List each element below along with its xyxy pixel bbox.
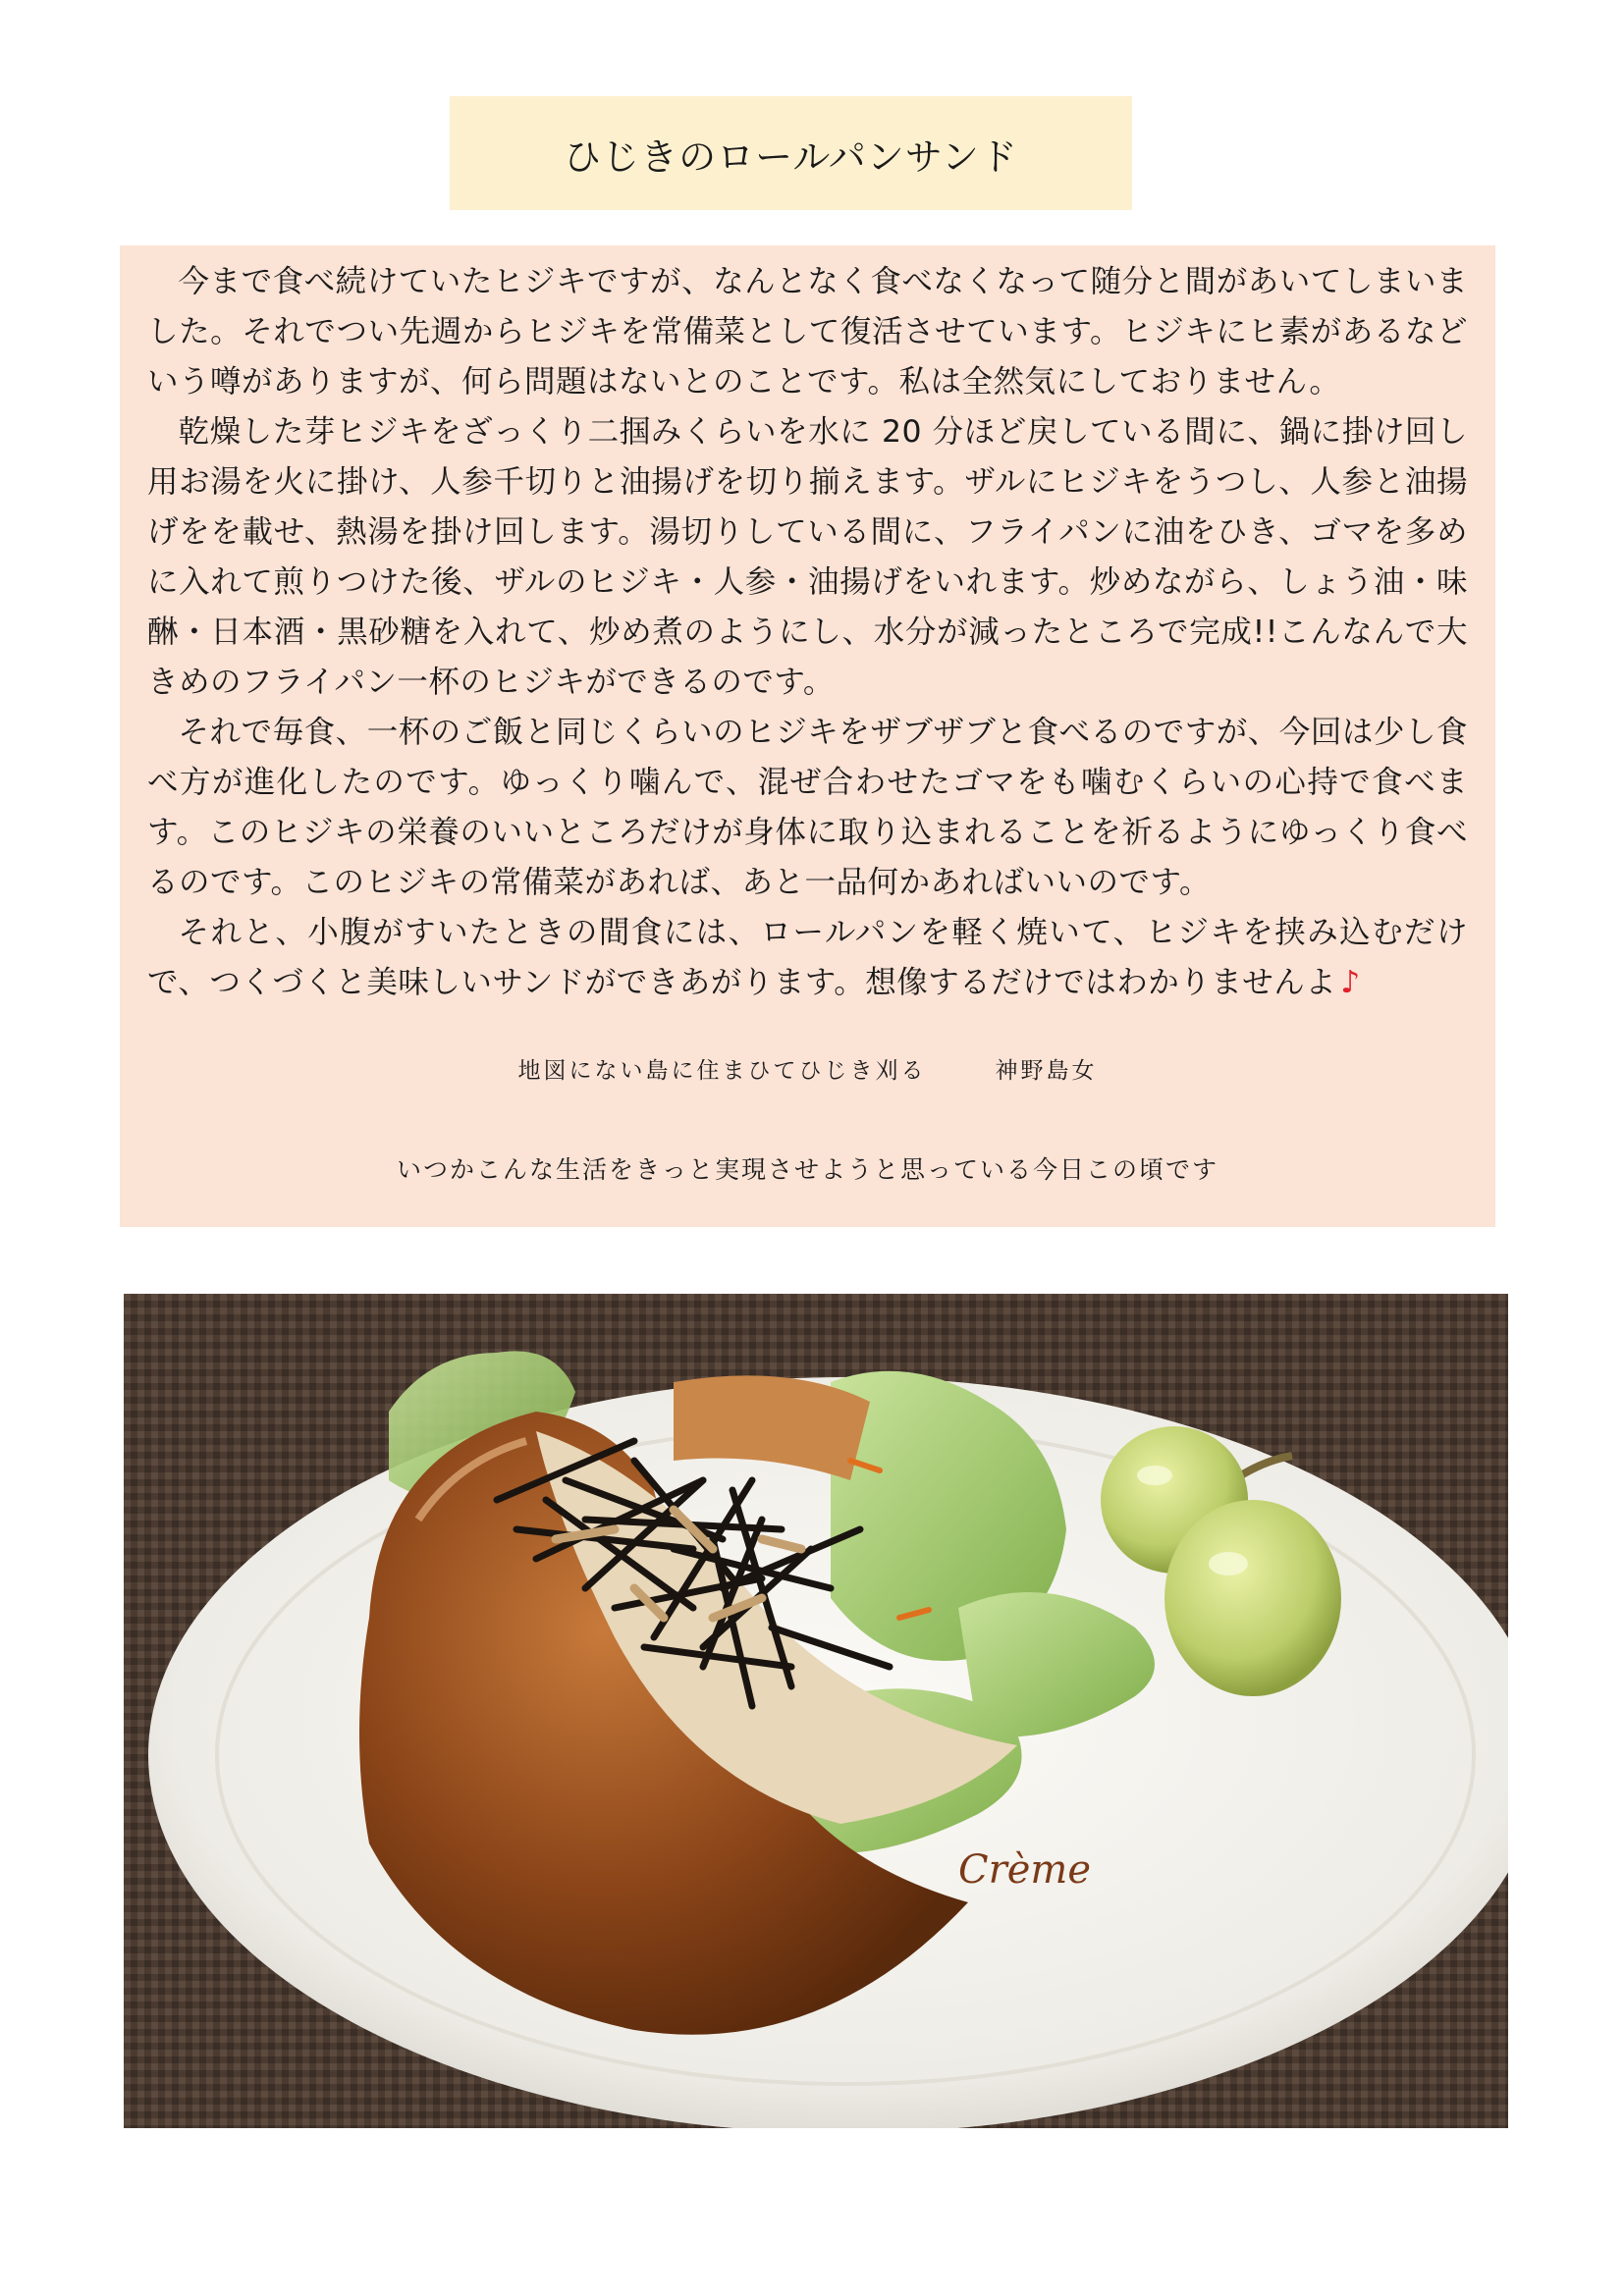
sandwich-photo (124, 1294, 1508, 2128)
essay-paragraph-2: 乾燥した芽ヒジキをざっくり二掴みくらいを水に 20 分ほど戻している間に、鍋に掛け回し用お湯を火に掛け、人参千切りと油揚げを切り揃えます。ザルにヒジキをうつし、人参と油揚げをを載せ、熱湯を掛け回します。湯切りしている間に、フライパンに油をひき、ゴマを多めに入れて煎りつけた後、ザルのヒジキ・人参・油揚げをいれます。炒めながら、しょう油・味醂・日本酒・黒砂糖を入れて、炒め煮のようにし、水分が減ったところで完成!!こんなんで大きめのフライパン一杯のヒジキができるのです。 (147, 414, 1468, 700)
music-note-icon: ♪ (1340, 965, 1361, 1000)
haiku (120, 1052, 1495, 1085)
essay-box (120, 245, 1495, 1227)
essay-paragraph-4 (147, 908, 1468, 1008)
essay-paragraph-3: それで毎食、一杯のご飯と同じくらいのヒジキをザブザブと食べるのですが、今回は少し食べ方が進化したのです。ゆっくり噛んで、混ぜ合わせたゴマをも噛むくらいの心持で食べます。このヒジキの栄養のいいところだけが身体に取り込まれることを祈るようにゆっくり食べるのです。このヒジキの常備菜があれば、あと一品何かあればいいのです。 (147, 715, 1468, 900)
plate-logo: Crème (958, 1847, 1091, 1893)
sandwich-photo-illustration (124, 1294, 1508, 2128)
closing-line: いつかこんな生活をきっと実現させようと思っている今日この頃です (396, 1155, 1218, 1184)
essay-paragraph-4-text: それと、小腹がすいたときの間食には、ロールパンを軽く焼いて、ヒジキを挟み込むだけで、つくづくと美味しいサンドができあがります。想像するだけではわかりませんよ (147, 915, 1468, 1000)
page-title: ひじきのロールパンサンド (564, 134, 1018, 179)
title-box (450, 96, 1132, 210)
haiku-verse: 地図にない島に住まひてひじき刈る (517, 1058, 927, 1084)
essay-paragraph-1: 今まで食べ続けていたヒジキですが、なんとなく食べなくなって随分と間があいてしまいました。それでつい先週からヒジキを常備菜として復活させています。ヒジキにヒ素があるなどいう噂がありますが、何ら問題はないとのことです。私は全然気にしておりません。 (147, 264, 1468, 400)
haiku-author: 神野島女 (995, 1058, 1098, 1084)
